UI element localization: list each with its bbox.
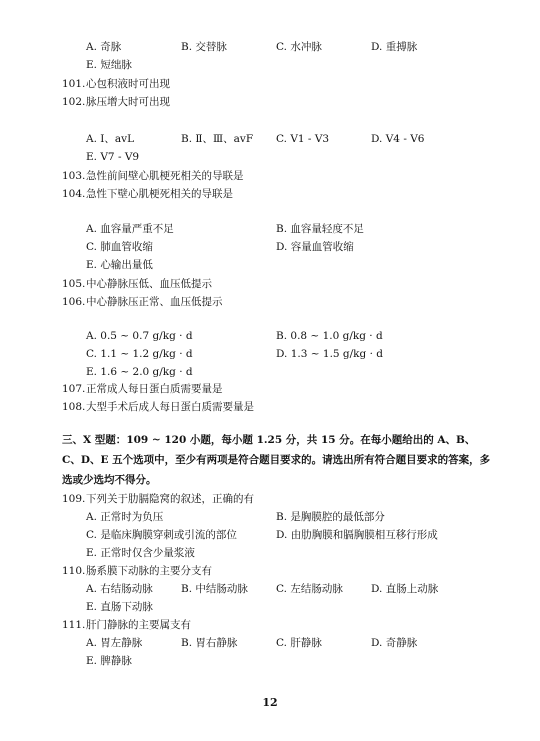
option-c: C. 左结肠动脉 (276, 583, 343, 595)
page-number: 12 (262, 696, 278, 709)
option-c: C. 是临床胸膜穿刺或引流的部位 (86, 529, 237, 541)
option-b: B. 血容量轻度不足 (276, 223, 364, 235)
option-d: D. 直肠上动脉 (371, 583, 439, 595)
option-d: D. V4 - V6 (371, 133, 425, 145)
option-c: C. 肺血管收缩 (86, 241, 153, 253)
option-b: B. 交替脉 (181, 41, 227, 53)
option-e: E. 直肠下动脉 (86, 601, 153, 613)
question-number: 102. (62, 96, 86, 108)
question-number: 110. (62, 565, 86, 577)
question-stem: 下列关于肋膈隐窝的叙述，正确的有 (86, 493, 254, 505)
question-number: 104. (62, 188, 86, 200)
question-stem: 脉压增大时可出现 (86, 96, 170, 108)
option-c: C. V1 - V3 (276, 133, 330, 145)
option-e: E. 1.6 ~ 2.0 g/kg · d (86, 366, 193, 378)
question-number: 103. (62, 170, 86, 182)
option-d: D. 容量血管收缩 (276, 241, 354, 253)
option-e: E. 短绌脉 (86, 59, 132, 71)
option-e: E. 心输出量低 (86, 259, 153, 271)
option-c: C. 肝静脉 (276, 637, 322, 649)
option-d: D. 奇静脉 (371, 637, 418, 649)
section-instructions (62, 430, 494, 490)
question-stem: 中心静脉压低、血压低提示 (86, 278, 212, 290)
section-heading: 三、X 型题： (62, 434, 127, 446)
option-d: D. 重搏脉 (371, 41, 418, 53)
option-a: A. 血容量严重不足 (86, 223, 174, 235)
question-stem: 急性下壁心肌梗死相关的导联是 (86, 188, 233, 200)
question-stem: 肠系膜下动脉的主要分支有 (86, 565, 212, 577)
option-e: E. 脾静脉 (86, 655, 132, 667)
option-b: B. 0.8 ~ 1.0 g/kg · d (276, 330, 383, 342)
option-b: B. 是胸膜腔的最低部分 (276, 511, 385, 523)
option-d: D. 由肋胸膜和膈胸膜相互移行形成 (276, 529, 438, 541)
question-number: 107. (62, 383, 86, 395)
option-c: C. 水冲脉 (276, 41, 322, 53)
question-stem: 正常成人每日蛋白质需要量是 (86, 383, 223, 395)
option-d: D. 1.3 ~ 1.5 g/kg · d (276, 348, 384, 360)
question-number: 109. (62, 493, 86, 505)
option-a: A. 0.5 ~ 0.7 g/kg · d (86, 330, 193, 342)
question-number: 106. (62, 296, 86, 308)
question-stem: 肝门静脉的主要属支有 (86, 619, 191, 631)
option-a: A. 胃左静脉 (86, 637, 143, 649)
option-b: B. 胃右静脉 (181, 637, 238, 649)
option-b: B. 中结肠动脉 (181, 583, 248, 595)
question-stem: 心包积液时可出现 (86, 78, 170, 90)
question-stem: 大型手术后成人每日蛋白质需要量是 (86, 401, 254, 413)
question-stem: 急性前间壁心肌梗死相关的导联是 (86, 170, 244, 182)
option-a: A. 奇脉 (86, 41, 122, 53)
question-number: 101. (62, 78, 86, 90)
option-e: E. V7 - V9 (86, 151, 140, 163)
question-number: 111. (62, 619, 86, 631)
section-intro: 109 ~ 120 小题，每小题 1.25 分，共 15 分。在每小题给出的 A、B、C、D、E 五个选项中，至少有两项是符合题目要求的。请选出所有符合题目要求的答案，多选或少选均不得分。 (62, 434, 491, 486)
question-number: 108. (62, 401, 86, 413)
option-b: B. Ⅱ、Ⅲ、avF (181, 133, 254, 145)
option-a: A. Ⅰ、avL (86, 133, 135, 145)
option-c: C. 1.1 ~ 1.2 g/kg · d (86, 348, 193, 360)
option-e: E. 正常时仅含少量浆液 (86, 547, 195, 559)
option-a: A. 正常时为负压 (86, 511, 164, 523)
option-a: A. 右结肠动脉 (86, 583, 153, 595)
question-number: 105. (62, 278, 86, 290)
question-stem: 中心静脉压正常、血压低提示 (86, 296, 223, 308)
